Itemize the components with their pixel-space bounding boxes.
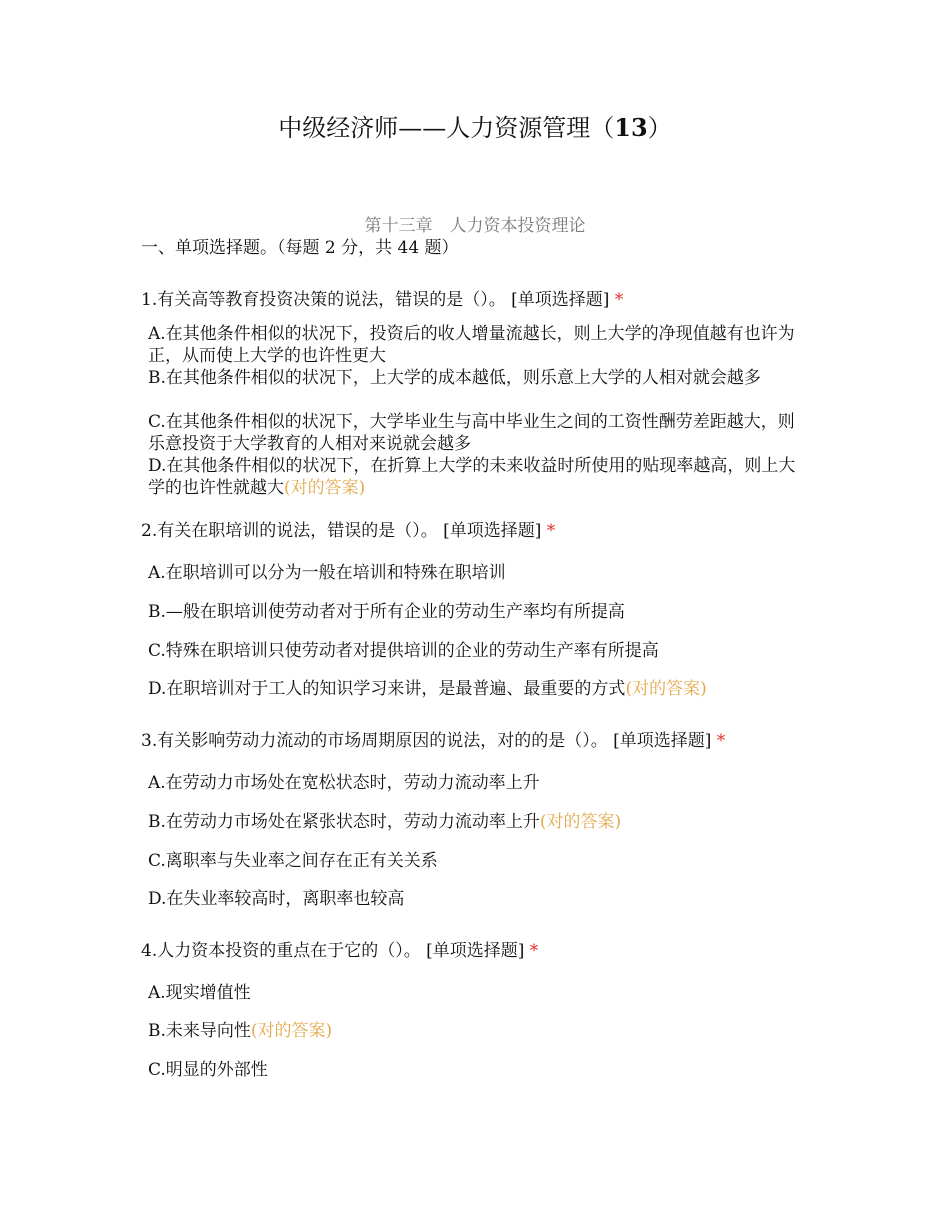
required-star: * <box>546 521 556 541</box>
question-4-option-b: B.未来导向性(对的答案) <box>148 1021 333 1041</box>
title-text: 中级经济师——人力资源管理（ <box>278 114 615 142</box>
correct-answer-mark: (对的答案) <box>284 478 366 498</box>
question-2-option-d: D.在职培训对于工人的知识学习来讲，是最普遍、最重要的方式(对的答案) <box>148 679 707 699</box>
question-3-option-a: A.在劳动力市场处在宽松状态时，劳动力流动率上升 <box>148 773 540 793</box>
question-2-stem: 2.有关在职培训的说法，错误的是（）。 [单项选择题] * <box>141 521 556 541</box>
question-4-stem: 4.人力资本投资的重点在于它的（）。 [单项选择题] * <box>141 941 539 961</box>
chapter-heading: 第十三章 人力资本投资理论 <box>364 216 586 236</box>
question-1-stem: 1.有关高等教育投资决策的说法，错误的是（）。 [单项选择题] * <box>141 290 624 310</box>
required-star: * <box>529 941 539 961</box>
question-3-stem: 3.有关影响劳动力流动的市场周期原因的说法，对的的是（）。 [单项选择题] * <box>141 731 726 751</box>
question-3-option-b: B.在劳动力市场处在紧张状态时，劳动力流动率上升(对的答案) <box>148 812 622 832</box>
question-1-option-b: B.在其他条件相似的状况下，上大学的成本越低，则乐意上大学的人相对就会越多 <box>148 368 761 388</box>
required-star: * <box>716 731 726 751</box>
correct-answer-mark: (对的答案) <box>625 679 707 699</box>
required-star: * <box>614 290 624 310</box>
question-4-option-c: C.明显的外部性 <box>148 1060 268 1080</box>
title-number: 13 <box>614 113 648 142</box>
section-heading: 一、单项选择题。（每题 2 分，共 44 题） <box>141 238 459 258</box>
question-2-option-b: B.—般在职培训使劳动者对于所有企业的劳动生产率均有所提高 <box>148 602 625 622</box>
question-4-option-a: A.现实增值性 <box>148 983 251 1003</box>
question-1-option-d: D.在其他条件相似的状况下，在折算上大学的未来收益时所使用的贴现率越高，则上大学的也许性就越大(对的答案) <box>148 456 796 498</box>
question-1-option-c: C.在其他条件相似的状况下，大学毕业生与高中毕业生之间的工资性酬劳差距越大，则乐意投资于大学教育的人相对来说就会越多 <box>148 412 795 454</box>
document-title <box>0 112 950 144</box>
question-2-option-a: A.在职培训可以分为一般在培训和特殊在职培训 <box>148 563 506 583</box>
question-3-option-c: C.离职率与失业率之间存在正有关关系 <box>148 851 438 871</box>
correct-answer-mark: (对的答案) <box>539 812 622 832</box>
correct-answer-mark: (对的答案) <box>250 1021 333 1041</box>
question-1-option-a: A.在其他条件相似的状况下，投资后的收人增量流越长，则上大学的净现值越有也许为正，从而使上大学的也许性更大 <box>148 324 795 366</box>
question-2-option-c: C.特殊在职培训只使劳动者对提供培训的企业的劳动生产率有所提高 <box>148 641 659 661</box>
question-3-option-d: D.在失业率较高时，离职率也较高 <box>148 889 405 909</box>
title-suffix: ） <box>647 114 672 142</box>
